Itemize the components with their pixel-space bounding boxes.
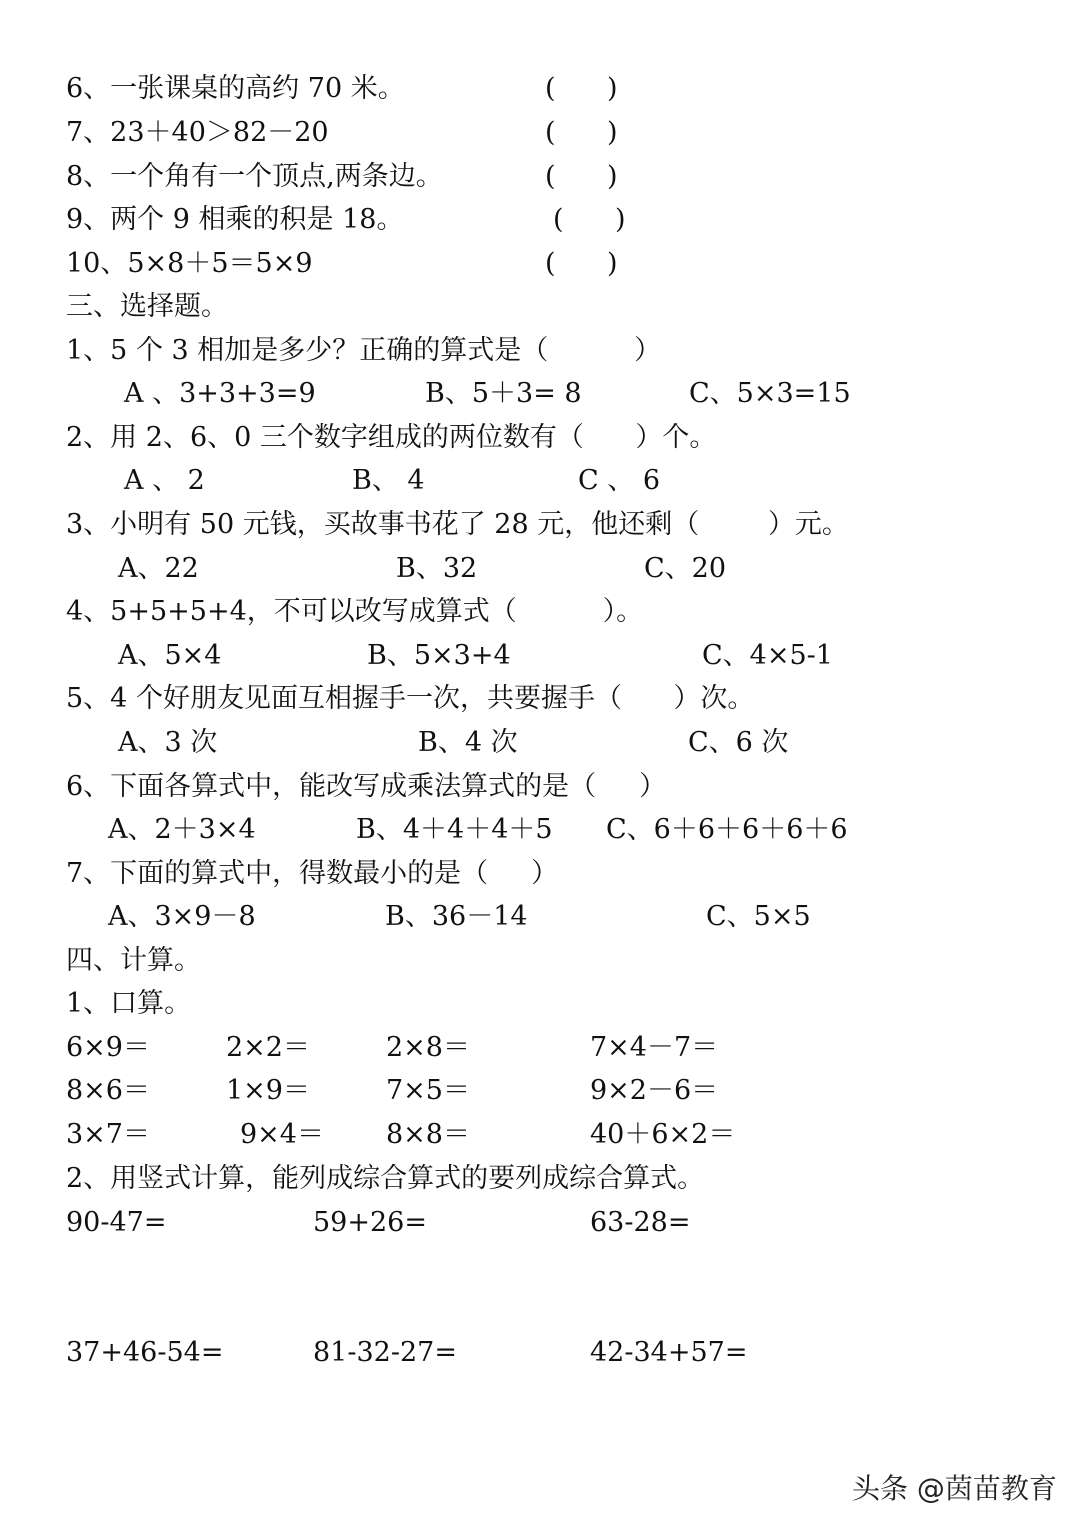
mc-option-1b: B、5＋3= 8 [425, 378, 582, 409]
mc-option-3b: B、32 [396, 553, 478, 584]
mc-option-1a: A 、3+3+3=9 [124, 378, 316, 409]
mc-option-6b: B、4＋4＋4＋5 [356, 814, 553, 845]
oral-calc-r1c2: 2×2＝ [226, 1032, 310, 1063]
tf-item-10: 10、5×8＋5＝5×9 [66, 248, 313, 279]
tf-answer-blank-7: ( ) [545, 117, 618, 148]
oral-calc-r3c1: 3×7＝ [66, 1119, 150, 1150]
oral-calc-r1c4: 7×4－7＝ [590, 1032, 719, 1063]
mc-option-4a: A、5×4 [118, 640, 222, 671]
mc-option-5b: B、4 次 [418, 727, 518, 758]
mc-question-4: 4、5+5+5+4，不可以改写成算式（ ）。 [66, 596, 644, 627]
watermark: 头条 @茵苗教育 [852, 1472, 1057, 1505]
mc-question-7: 7、下面的算式中，得数最小的是（ ） [66, 858, 559, 889]
mc-option-2a: A 、 2 [124, 465, 205, 496]
tf-item-8: 8、一个角有一个顶点,两条边。 [66, 161, 443, 192]
section-title-calculation: 四、计算。 [66, 945, 201, 976]
written-calc-r2c3: 42-34+57= [590, 1337, 748, 1368]
mc-question-2: 2、用 2、6、0 三个数字组成的两位数有（ ）个。 [66, 422, 717, 453]
oral-calc-r2c3: 7×5＝ [386, 1075, 470, 1106]
section-title-choice: 三、选择题。 [66, 291, 228, 322]
oral-calc-heading: 1、口算。 [66, 988, 192, 1019]
oral-calc-r3c4: 40＋6×2＝ [590, 1119, 736, 1150]
written-calc-r1c1: 90-47= [66, 1207, 167, 1238]
mc-question-5: 5、4 个好朋友见面互相握手一次，共要握手（ ）次。 [66, 683, 755, 714]
mc-option-7a: A、3×9－8 [108, 901, 256, 932]
mc-option-6c: C、6＋6＋6＋6＋6 [606, 814, 848, 845]
written-calc-heading: 2、用竖式计算，能列成综合算式的要列成综合算式。 [66, 1163, 705, 1194]
mc-option-7c: C、5×5 [706, 901, 811, 932]
oral-calc-r2c4: 9×2－6＝ [590, 1075, 719, 1106]
mc-option-5c: C、6 次 [688, 727, 789, 758]
written-calc-r2c2: 81-32-27= [313, 1337, 457, 1368]
mc-option-2b: B、 4 [352, 465, 425, 496]
mc-option-5a: A、3 次 [118, 727, 218, 758]
tf-answer-blank-6: ( ) [545, 73, 618, 104]
written-calc-r1c3: 63-28= [590, 1207, 691, 1238]
tf-item-7: 7、23＋40＞82－20 [66, 117, 329, 148]
mc-question-6: 6、下面各算式中，能改写成乘法算式的是（ ） [66, 771, 667, 802]
oral-calc-r1c3: 2×8＝ [386, 1032, 470, 1063]
mc-option-4b: B、5×3+4 [367, 640, 511, 671]
mc-option-3a: A、22 [118, 553, 199, 584]
tf-item-6: 6、一张课桌的高约 70 米。 [66, 73, 405, 104]
mc-option-6a: A、2＋3×4 [108, 814, 256, 845]
written-calc-r2c1: 37+46-54= [66, 1337, 224, 1368]
mc-option-3c: C、20 [644, 553, 727, 584]
tf-answer-blank-10: ( ) [545, 248, 618, 279]
oral-calc-r2c1: 8×6＝ [66, 1075, 150, 1106]
mc-option-2c: C 、 6 [578, 465, 661, 496]
mc-option-7b: B、36－14 [385, 901, 528, 932]
oral-calc-r2c2: 1×9＝ [226, 1075, 310, 1106]
oral-calc-r3c3: 8×8＝ [386, 1119, 470, 1150]
tf-answer-blank-8: ( ) [545, 161, 618, 192]
oral-calc-r1c1: 6×9＝ [66, 1032, 150, 1063]
mc-question-3: 3、小明有 50 元钱，买故事书花了 28 元，他还剩（ ）元。 [66, 509, 849, 540]
written-calc-r1c2: 59+26= [313, 1207, 427, 1238]
tf-answer-blank-9: ( ) [553, 204, 626, 235]
mc-question-1: 1、5 个 3 相加是多少？正确的算式是（ ） [66, 335, 662, 366]
mc-option-1c: C、5×3=15 [689, 378, 851, 409]
mc-option-4c: C、4×5-1 [702, 640, 833, 671]
oral-calc-r3c2: 9×4＝ [240, 1119, 324, 1150]
tf-item-9: 9、两个 9 相乘的积是 18。 [66, 204, 404, 235]
